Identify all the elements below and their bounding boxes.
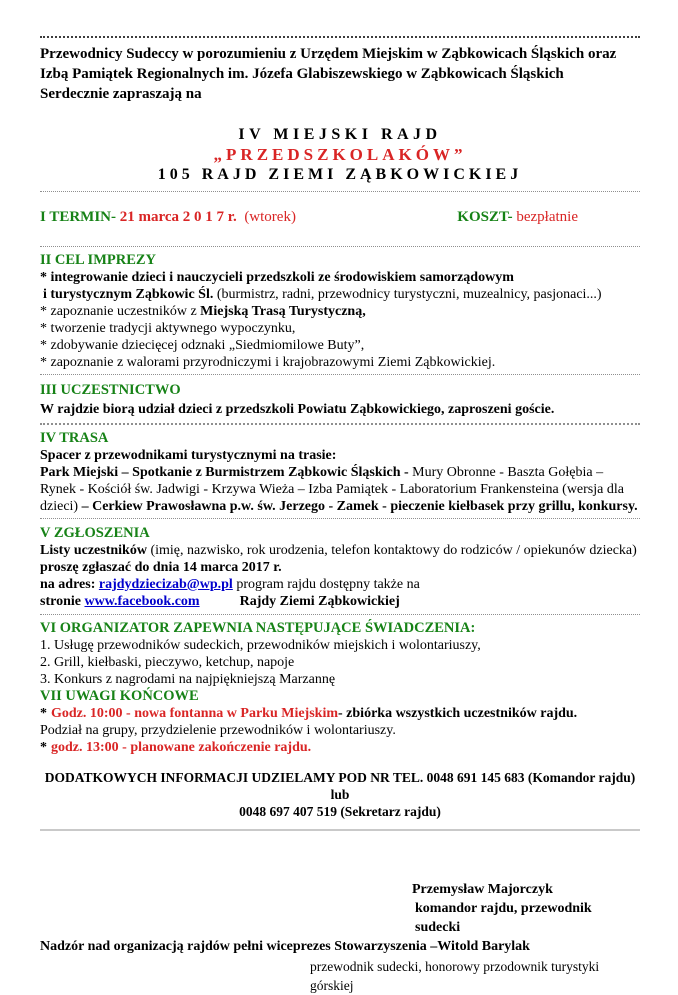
- cel-item-2-pre: * zapoznanie uczestników z: [40, 304, 201, 319]
- contact-line-2: 0048 697 407 519 (Sekretarz rajdu): [239, 804, 441, 819]
- cel-item-1: * integrowanie dzieci i nauczycieli przedszkoli ze środowiskiem samorządowym: [40, 270, 514, 285]
- trasa-seg-1: Park Miejski – Spotkanie z Burmistrzem Ząbkowic Śląskich -: [40, 465, 413, 480]
- uwagi-line-1-star: *: [40, 706, 47, 721]
- cel-item-1b-rest: (burmistrz, radni, przewodnicy turystyczni, muzealnicy, pasjonaci...): [213, 287, 602, 302]
- intro-line-1: Przewodnicy Sudeccy w porozumieniu z Urzędem Miejskim w Ząbkowicach Śląskich oraz: [40, 46, 617, 62]
- uwagi-line-1-rest: - zbiórka wszystkich uczestników rajdu.: [338, 706, 578, 721]
- signature-supervision: Nadzór nad organizacją rajdów pełni wiceprezes Stowarzyszenia –Witold Barylak: [40, 939, 530, 954]
- uwagi-line-3: [40, 739, 640, 756]
- uwagi-line-1: [40, 705, 640, 722]
- zgloszenia-seg-1: Listy uczestników: [40, 543, 147, 558]
- title-line-1: IV MIEJSKI RAJD: [238, 126, 442, 143]
- cel-item-2-bold: Miejską Trasą Turystyczną,: [200, 304, 366, 319]
- trasa-intro: Spacer z przewodnikami turystycznymi na trasie:: [40, 448, 337, 463]
- title-line-2: „PRZEDSZKOLAKÓW”: [213, 145, 467, 164]
- zgloszenia-site-label: stronie: [40, 594, 85, 609]
- zgloszenia-website-line: [40, 593, 640, 610]
- dotted-separator: [40, 423, 640, 425]
- termin-date: 21 marca 2 0 1 7 r.: [119, 209, 241, 225]
- section-header-organizator: VI ORGANIZATOR ZAPEWNIA NASTĘPUJĄCE ŚWIADCZENIA:: [40, 620, 476, 636]
- koszt-group: [457, 207, 578, 227]
- section-organizator: [40, 620, 640, 688]
- cel-item-1b: [40, 286, 640, 303]
- dotted-separator: [40, 518, 640, 519]
- signature-name: Przemysław Majorczyk: [412, 882, 553, 897]
- uwagi-line-3-star: *: [40, 740, 47, 755]
- dotted-separator: [40, 374, 640, 375]
- dotted-separator: [40, 614, 640, 615]
- signature-role: komandor rajdu, przewodnik sudecki: [415, 901, 592, 935]
- section-zgloszenia: [40, 525, 640, 610]
- koszt-value: bezpłatnie: [516, 209, 578, 225]
- cel-item-4: * zdobywanie dziecięcej odznaki „Siedmiomilowe Buty”,: [40, 338, 365, 353]
- trasa-seg-2: Mury Obronne - Baszta Gołębia – Rynek - Kościół św. Jadwigi - Krzywa Wieża – Izba Pamiątek - Laboratorium Frankensteina (wersja dla dzieci): [40, 465, 624, 514]
- zgloszenia-address-label: na adres:: [40, 577, 99, 592]
- organizator-item-3: 3. Konkurs z nagrodami na najpiękniejszą Marzannę: [40, 672, 336, 687]
- section-uwagi-koncowe: [40, 688, 640, 756]
- section-header-trasa: IV TRASA: [40, 430, 109, 446]
- section-uczestnictwo: [40, 381, 640, 419]
- zgloszenia-fanpage-name: Rajdy Ziemi Ząbkowickiej: [239, 594, 400, 609]
- trasa-route: [40, 464, 640, 515]
- termin-weekday: (wtorek): [240, 209, 296, 225]
- zgloszenia-seg-2: (imię, nazwisko, rok urodzenia, telefon kontaktowy do rodziców / opiekunów dziecka): [146, 543, 637, 558]
- termin-koszt-row: [40, 207, 640, 227]
- uwagi-line-2: Podział na grupy, przydzielenie przewodników i wolontariuszy.: [40, 723, 396, 738]
- section-header-uwagi: VII UWAGI KOŃCOWE: [40, 688, 199, 704]
- title-line-3: 105 RAJD ZIEMI ZĄBKOWICKIEJ: [157, 166, 523, 183]
- section-header-cel: II CEL IMPREZY: [40, 252, 157, 268]
- section-header-zgloszenia: V ZGŁOSZENIA: [40, 525, 150, 541]
- intro-line-3: Serdecznie zapraszają na: [40, 86, 202, 102]
- event-title: [40, 125, 640, 185]
- trasa-seg-3: – Cerkiew Prawosławna p.w. św. Jerzego - Zamek - pieczenie kiełbasek przy grillu, konkursy.: [81, 499, 638, 514]
- zgloszenia-body: [40, 542, 640, 576]
- zgloszenia-seg-5: program rajdu dostępny także na: [232, 577, 420, 592]
- organizator-item-2: 2. Grill, kiełbaski, pieczywo, ketchup, napoje: [40, 655, 295, 670]
- section-trasa: [40, 430, 640, 515]
- zgloszenia-seg-3: proszę zgłaszać do dnia 14 marca 2017 r.: [40, 560, 282, 575]
- cel-item-2: [40, 303, 640, 320]
- dotted-separator: [40, 246, 640, 247]
- intro-paragraph: [40, 44, 640, 104]
- top-dotted-separator: [40, 36, 640, 38]
- organizator-item-1: 1. Usługę przewodników sudeckich, przewodników miejskich i wolontariuszy,: [40, 638, 481, 653]
- cel-item-3: * tworzenie tradycji aktywnego wypoczynku,: [40, 321, 296, 336]
- facebook-link[interactable]: www.facebook.com: [84, 594, 200, 609]
- section-header-uczestnictwo: III UCZESTNICTWO: [40, 382, 181, 398]
- cel-item-5: * zapoznanie z walorami przyrodniczymi i krajobrazowymi Ziemi Ząbkowickiej.: [40, 355, 496, 370]
- cel-item-1b-bold: i turystycznym Ząbkowic Śl.: [43, 287, 214, 302]
- termin-label: I TERMIN-: [40, 209, 120, 225]
- uczestnictwo-body: W rajdzie biorą udział dzieci z przedszkoli Powiatu Ząbkowickiego, zaproszeni goście.: [40, 402, 555, 417]
- uwagi-line-1-red: Godz. 10:00 - nowa fontanna w Parku Miejskim: [51, 706, 339, 721]
- signature-block: [40, 880, 640, 995]
- intro-line-2: Izbą Pamiątek Regionalnych im. Józefa Glabiszewskiego w Ząbkowicach Śląskich: [40, 66, 564, 82]
- solid-separator: [40, 829, 640, 831]
- section-cel-imprezy: [40, 252, 640, 371]
- termin-group: [40, 207, 296, 227]
- signature-subrole: przewodnik sudecki, honorowy przodownik turystyki górskiej: [310, 959, 600, 993]
- zgloszenia-address-line: [40, 576, 640, 593]
- contact-info: [40, 769, 640, 820]
- email-link[interactable]: rajdydziecizab@wp.pl: [98, 577, 233, 592]
- koszt-label: KOSZT-: [457, 209, 517, 225]
- contact-line-1: DODATKOWYCH INFORMACJI UDZIELAMY POD NR TEL. 0048 691 145 683 (Komandor rajdu) lub: [44, 770, 636, 802]
- uwagi-line-3-red: godz. 13:00 - planowane zakończenie rajdu.: [51, 740, 312, 755]
- dotted-separator: [40, 191, 640, 192]
